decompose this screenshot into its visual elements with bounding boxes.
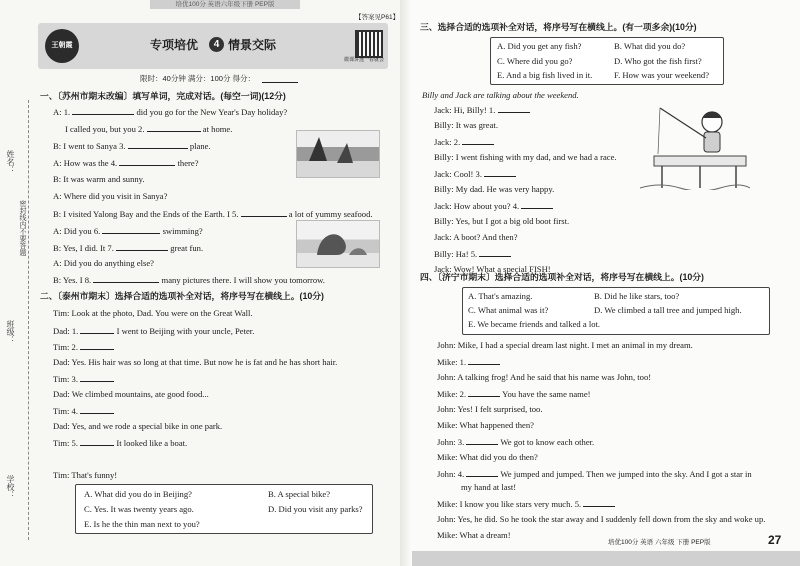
s1-line-2-post: at home.	[202, 124, 233, 134]
s4-line-8: Mike: What did you do then?	[437, 452, 538, 462]
s2-line-1: Tim: Look at the photo, Dad. You were on the Great Wall.	[53, 308, 253, 318]
s1-line-4-post: there?	[177, 158, 199, 168]
s2-blank-4[interactable]	[80, 405, 114, 414]
s2-option-a: A. What did you do in Beijing?	[84, 489, 192, 499]
s2-option-e: E. Is he the thin man next to you?	[84, 519, 200, 529]
page-title-right: 情景交际	[228, 38, 277, 52]
s3-line-3-pre: Jack: 2.	[434, 137, 461, 147]
s1-line-4	[53, 157, 199, 169]
s4-line-6: Mike: What happened then?	[437, 420, 534, 430]
footer-info: 培优100分 英语 六年级 下册 PEP版	[608, 539, 711, 546]
s2-blank-1[interactable]	[80, 325, 114, 334]
s3-line-5-pre: Jack: Cool! 3.	[434, 169, 482, 179]
s2-line-3-pre: Tim: 2.	[53, 342, 79, 352]
s1-line-1-pre: A: 1.	[53, 107, 71, 117]
s3-line-4: Billy: I went fishing with my dad, and we had a race.	[434, 152, 617, 162]
s4-line-2-pre: Mike: 1.	[437, 357, 467, 367]
s1-blank-6[interactable]	[102, 225, 160, 234]
s2-line-6: Dad: We climbed mountains, ate good food...	[53, 389, 209, 399]
title-number-badge: 4	[209, 37, 224, 52]
s1-line-7-pre: B: I visited Yalong Bay and the Ends of the Earth. I 5.	[53, 209, 239, 219]
s4-line-2	[437, 356, 500, 368]
s3-line-1	[434, 104, 530, 116]
s3-blank-3[interactable]	[484, 168, 516, 177]
s2-line-2-post: I went to Beijing with your uncle, Peter.	[116, 326, 255, 336]
s3-blank-5[interactable]	[479, 248, 511, 257]
s4-option-b: B. Did he like stars, too?	[594, 291, 680, 301]
s1-line-3	[53, 140, 211, 152]
seal-line	[28, 100, 29, 540]
s2-line-8: Dad: Yes, and we rode a special bike in one park.	[53, 421, 223, 431]
s4-line-9	[437, 468, 752, 480]
beach-photo	[296, 130, 380, 178]
s4-line-7	[437, 436, 594, 448]
s1-blank-1[interactable]	[72, 106, 134, 115]
fishing-boy-illustration	[640, 104, 750, 190]
page-title-left: 专项培优	[150, 38, 199, 52]
qr-code	[355, 30, 383, 58]
s4-blank-3[interactable]	[466, 436, 498, 445]
s4-line-4	[437, 388, 591, 400]
s1-blank-3[interactable]	[128, 140, 188, 149]
s3-line-1-pre: Jack: Hi, Billy! 1.	[434, 105, 496, 115]
s2-line-9-post: It looked like a boat.	[116, 438, 188, 448]
s4-line-4-pre: Mike: 2.	[437, 389, 467, 399]
s4-line-11	[437, 498, 615, 510]
seal-line-note: 密封线内不要答题	[19, 200, 26, 256]
s4-line-13: Mike: What a dream!	[437, 530, 511, 540]
s2-line-4: Dad: Yes. His hair was so long at that time. But now he is fat and he has short hair.	[53, 357, 338, 367]
s1-line-8	[53, 225, 203, 237]
s4-line-9-pre: John: 4.	[437, 469, 465, 479]
s3-option-f: F. How was your weekend?	[614, 70, 710, 80]
s1-blank-8[interactable]	[93, 274, 159, 283]
s4-line-5: John: Yes! I felt surprised, too.	[437, 404, 543, 414]
s1-line-9-pre: B: Yes, I did. It 7.	[53, 243, 114, 253]
s3-line-3	[434, 136, 494, 148]
section-3-heading: 三、选择合适的选项补全对话，将序号写在横线上。(有一项多余)(10分)	[420, 22, 697, 32]
s3-line-7	[434, 200, 553, 212]
s4-blank-2[interactable]	[468, 388, 500, 397]
s3-blank-4[interactable]	[521, 200, 553, 209]
s2-line-7	[53, 405, 114, 417]
s1-line-7-post: a lot of yummy seafood.	[288, 209, 373, 219]
rock-photo-art	[297, 221, 379, 267]
s3-line-10	[434, 248, 511, 260]
s4-line-7-pre: John: 3.	[437, 437, 465, 447]
logo: 王朝霞	[45, 29, 79, 63]
s3-line-5	[434, 168, 516, 180]
s3-line-7-pre: Jack: How about you? 4.	[434, 201, 520, 211]
score-blank	[262, 82, 298, 83]
s2-line-5-pre: Tim: 3.	[53, 374, 79, 384]
top-banner: 培优100分 英语六年级下册 PEP版	[150, 0, 300, 9]
s2-line-7-pre: Tim: 4.	[53, 406, 79, 416]
s3-blank-1[interactable]	[498, 104, 530, 113]
s2-blank-5[interactable]	[80, 437, 114, 446]
page-number: 27	[768, 533, 782, 547]
s4-line-4-post: You have the same name!	[502, 389, 591, 399]
s4-option-a: A. That's amazing.	[468, 291, 533, 301]
s4-blank-1[interactable]	[468, 356, 500, 365]
s4-option-e: E. We became friends and talked a lot.	[468, 319, 601, 329]
s1-line-3-post: plane.	[189, 141, 211, 151]
s1-line-10: A: Did you do anything else?	[53, 258, 154, 268]
s4-line-11-pre: Mike: I know you like stars very much. 5.	[437, 499, 582, 509]
s3-line-11: Jack: Wow! What a special FISH!	[434, 264, 551, 274]
s1-line-11-post: many pictures there. I will show you tomorrow.	[161, 275, 325, 285]
s4-option-d: D. We climbed a tall tree and jumped high.	[594, 305, 742, 315]
s4-line-7-post: We got to know each other.	[500, 437, 595, 447]
school-label: 学校：	[6, 475, 15, 499]
s3-line-10-pre: Billy: Ha! 5.	[434, 249, 478, 259]
beach-photo-art	[297, 131, 379, 177]
s1-line-9	[53, 242, 203, 254]
s3-option-b: B. What did you do?	[614, 41, 686, 51]
s3-option-d: D. Who got the fish first?	[614, 56, 702, 66]
s2-line-10: Tim: That's funny!	[53, 470, 118, 480]
s1-blank-2[interactable]	[147, 123, 201, 132]
s1-line-8-post: swimming?	[162, 226, 203, 236]
section-1-heading: 一、〔苏州市期末改编〕填写单词，完成对话。(每空一词)(12分)	[40, 91, 286, 101]
s2-option-b: B. A special bike?	[268, 489, 331, 499]
s4-line-12: John: Yes, he did. So he took the star away and I suddenly fell down from the sky and woke up.	[437, 514, 766, 524]
s2-line-2	[53, 325, 254, 337]
s3-line-6: Billy: My dad. He was very happy.	[434, 184, 555, 194]
s1-line-7	[53, 208, 373, 220]
page-spine	[400, 0, 412, 566]
s1-line-2-pre: I called you, but you 2.	[65, 124, 145, 134]
s4-line-1: John: Mike, I had a special dream last night. I met an animal in my dream.	[437, 340, 693, 350]
s1-blank-4[interactable]	[119, 157, 175, 166]
s1-line-4-pre: A: How was the 4.	[53, 158, 118, 168]
qr-caption: 微课讲透一看就会	[344, 57, 385, 63]
name-label: 姓名：	[6, 150, 15, 174]
s1-line-3-pre: B: I went to Sanya 3.	[53, 141, 126, 151]
s3-subtitle: Billy and Jack are talking about the weekend.	[422, 90, 579, 100]
s3-line-9: Jack: A boot? And then?	[434, 232, 518, 242]
answer-reference: 【答案见P61】	[355, 14, 400, 21]
section-2-heading: 二、〔泰州市期末〕选择合适的选项补全对话，将序号写在横线上。(10分)	[40, 291, 324, 301]
s4-option-c: C. What animal was it?	[468, 305, 549, 315]
s2-option-c: C. Yes. It was twenty years ago.	[84, 504, 194, 514]
s1-line-11-pre: B: Yes. I 8.	[53, 275, 92, 285]
s4-blank-5[interactable]	[583, 498, 615, 507]
s3-option-a: A. Did you get any fish?	[497, 41, 582, 51]
s1-line-6: A: Where did you visit in Sanya?	[53, 191, 168, 201]
s1-line-8-pre: A: Did you 6.	[53, 226, 101, 236]
s2-line-3	[53, 341, 114, 353]
s2-blank-3[interactable]	[80, 373, 114, 382]
rock-photo	[296, 220, 380, 268]
s4-blank-4[interactable]	[466, 468, 498, 477]
s2-option-d: D. Did you visit any parks?	[268, 504, 363, 514]
s2-line-5	[53, 373, 114, 385]
s3-line-2: Billy: It was great.	[434, 120, 498, 130]
s1-line-1-post: did you go for the New Year's Day holiday?	[136, 107, 288, 117]
s1-line-1	[53, 106, 287, 118]
s1-line-11	[53, 274, 325, 286]
s3-option-e: E. And a big fish lived in it.	[497, 70, 593, 80]
s1-line-2	[65, 123, 232, 135]
s3-option-c: C. Where did you go?	[497, 56, 573, 66]
time-score-info: 限时：40分钟 满分：100分 得分：	[140, 74, 256, 83]
s3-blank-2[interactable]	[462, 136, 494, 145]
s1-blank-5[interactable]	[241, 208, 287, 217]
s2-line-2-pre: Dad: 1.	[53, 326, 79, 336]
class-label: 班级：	[6, 320, 15, 344]
s1-line-9-post: great fun.	[170, 243, 204, 253]
bottom-band	[412, 551, 800, 566]
s3-line-8: Billy: Yes, but I got a big old boot first.	[434, 216, 570, 226]
s1-blank-7[interactable]	[116, 242, 168, 251]
s4-line-9-post: We jumped and jumped. Then we jumped into the sky. And I got a star in	[500, 469, 752, 479]
s2-line-9	[53, 437, 187, 449]
s1-line-5: B: It was warm and sunny.	[53, 174, 145, 184]
s4-line-3: John: A talking frog! And he said that his name was John, too!	[437, 372, 652, 382]
section-4-heading: 四、〔济宁市期末〕选择合适的选项补全对话，将序号写在横线上。(10分)	[420, 272, 704, 282]
s2-blank-2[interactable]	[80, 341, 114, 350]
s2-line-9-pre: Tim: 5.	[53, 438, 79, 448]
s4-line-10: my hand at last!	[461, 482, 517, 492]
